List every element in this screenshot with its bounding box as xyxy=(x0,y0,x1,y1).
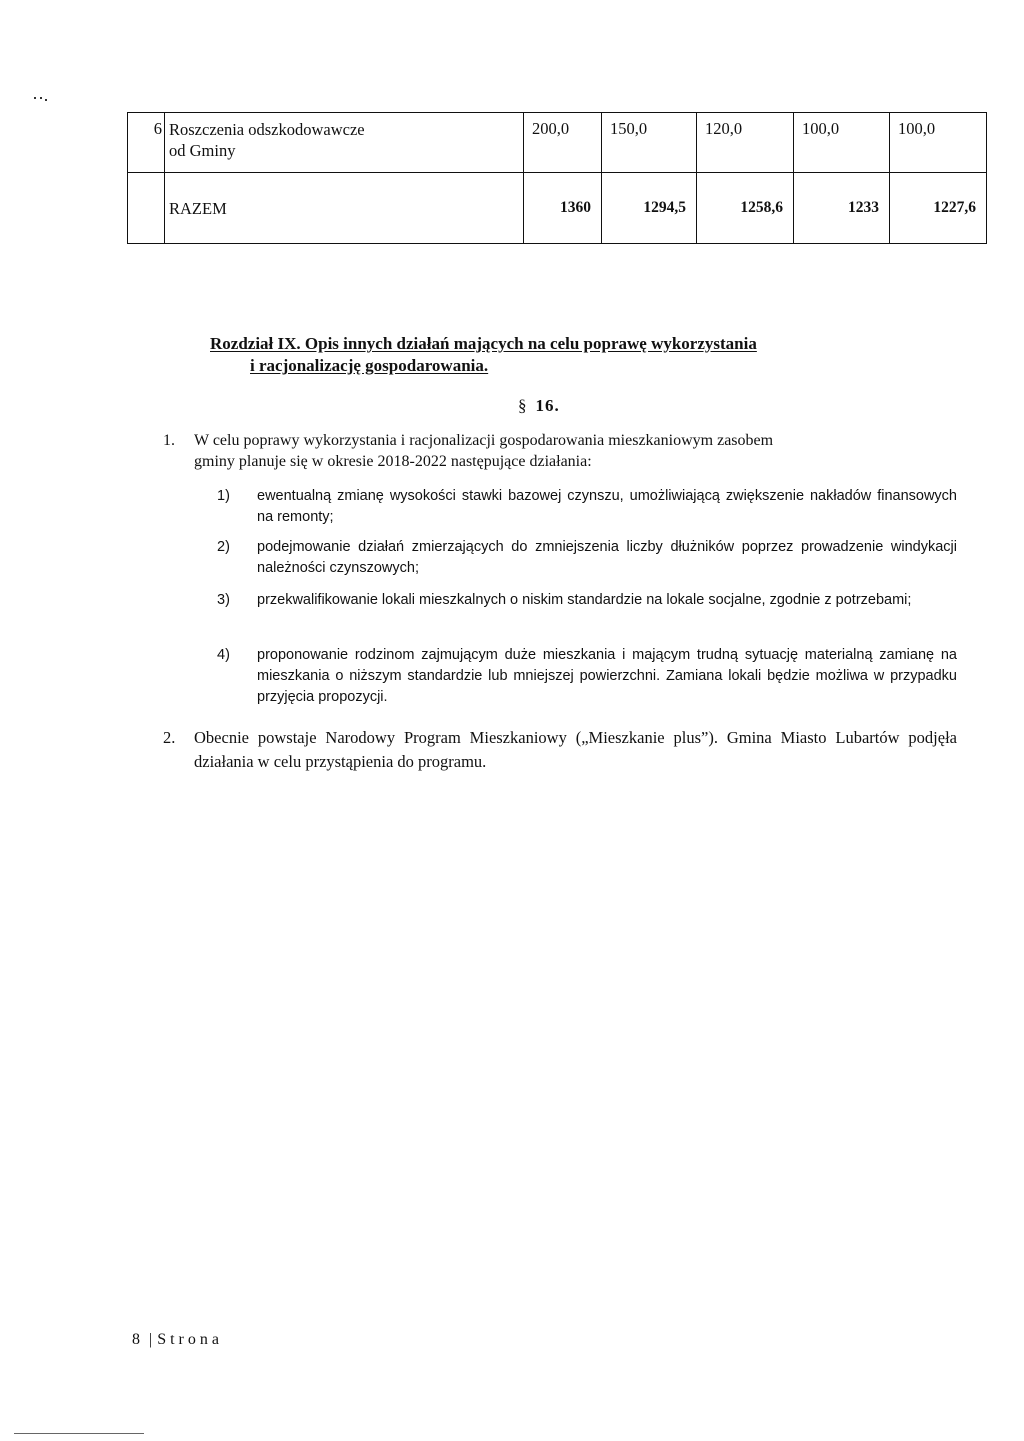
row-label xyxy=(165,113,524,173)
table-cell: 1227,6 xyxy=(890,173,987,244)
list-item-text: ewentualną zmianę wysokości stawki bazowej czynszu, umożliwiającą zwiększenie nakładów finansowych na remonty; xyxy=(257,488,957,525)
row-label-line: Roszczenia odszkodowawcze xyxy=(169,120,365,139)
chapter-heading xyxy=(210,333,890,377)
footer-rule xyxy=(14,1433,144,1434)
footer-separator: | xyxy=(149,1331,153,1348)
table-cell: 100,0 xyxy=(890,113,987,173)
section-number xyxy=(518,396,560,416)
table-row-total xyxy=(128,173,987,244)
budget-table xyxy=(127,112,987,244)
table-cell: 150,0 xyxy=(602,113,697,173)
chapter-heading-line: Rozdział IX. Opis innych działań mających na celu poprawę wykorzystania xyxy=(210,334,757,353)
page-number: 8 xyxy=(132,1331,144,1348)
paragraph-number: 2. xyxy=(163,728,176,747)
paragraph-text: Obecnie powstaje Narodowy Program Mieszkaniowy („Mieszkanie plus”). Gmina Miasto Lubartów podjęła działania w celu przystąpienia do programu. xyxy=(194,728,957,771)
table-row xyxy=(128,113,987,173)
list-item-number: 4) xyxy=(217,647,230,663)
paragraph-text-line: W celu poprawy wykorzystania i racjonalizacji gospodarowania mieszkaniowym zasobem xyxy=(194,432,774,449)
list-item xyxy=(217,645,957,708)
list-item-text: proponowanie rodzinom zajmującym duże mieszkania i mającym trudną sytuację materialną zamianę na mieszkania o niższym standardzie lub mniejszej powierzchni. Zamiana lokali będzie możliwa w przypadku przyjęcia propozycji. xyxy=(257,647,957,705)
table-cell: 1360 xyxy=(524,173,602,244)
row-label: RAZEM xyxy=(165,173,524,244)
table-cell: 1294,5 xyxy=(602,173,697,244)
page-footer xyxy=(132,1331,223,1349)
paragraph-1 xyxy=(163,430,957,472)
list-item xyxy=(217,590,957,611)
table-cell: 100,0 xyxy=(794,113,890,173)
list-item xyxy=(217,537,957,579)
section-number-value: 16. xyxy=(535,396,560,415)
section-symbol: § xyxy=(518,396,528,415)
table-cell: 1258,6 xyxy=(697,173,794,244)
page-label: Strona xyxy=(157,1331,223,1348)
list-item-text: podejmowanie działań zmierzających do zmniejszenia liczby dłużników poprzez prowadzenie windykacji należności czynszowych; xyxy=(257,539,957,576)
list-item-number: 3) xyxy=(217,592,230,608)
list-item-text: przekwalifikowanie lokali mieszkalnych o niskim standardzie na lokale socjalne, zgodnie z potrzebami; xyxy=(257,592,912,608)
list-item xyxy=(217,486,957,528)
list-item-number: 2) xyxy=(217,539,230,555)
paragraph-2 xyxy=(163,726,957,774)
table-cell: 200,0 xyxy=(524,113,602,173)
row-number xyxy=(128,173,165,244)
row-number: 6 xyxy=(128,113,165,173)
paragraph-number: 1. xyxy=(163,432,175,449)
table-cell: 120,0 xyxy=(697,113,794,173)
chapter-heading-line: i racjonalizację gospodarowania. xyxy=(250,356,489,375)
row-label-line: od Gminy xyxy=(169,141,236,160)
list-item-number: 1) xyxy=(217,488,230,504)
scan-speck xyxy=(34,97,48,101)
table-cell: 1233 xyxy=(794,173,890,244)
paragraph-text-line: gminy planuje się w okresie 2018-2022 następujące działania: xyxy=(194,453,592,470)
